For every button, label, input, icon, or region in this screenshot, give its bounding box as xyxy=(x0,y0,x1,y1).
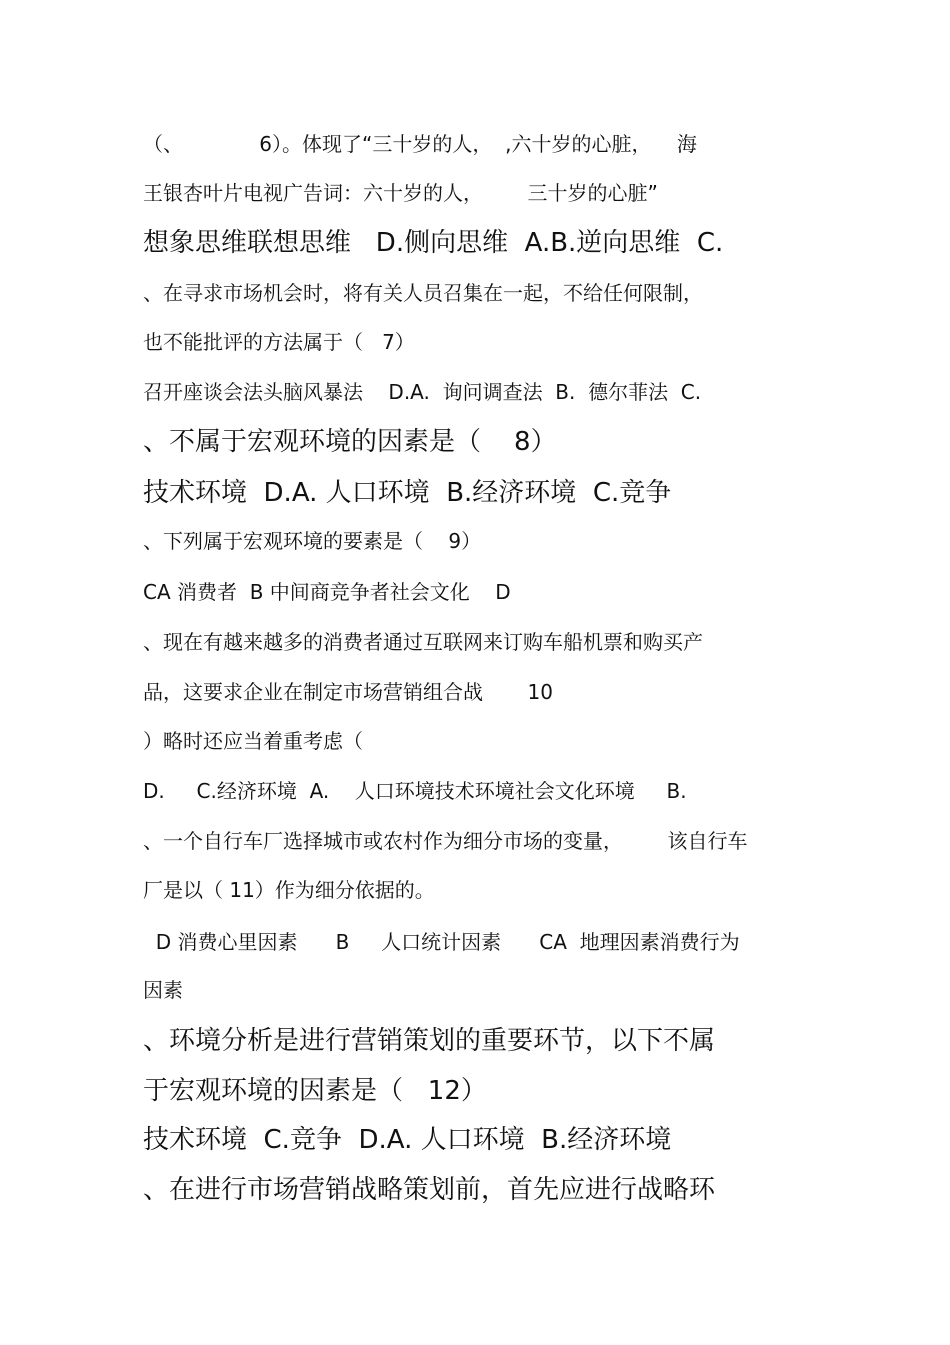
text-line: 、不属于宏观环境的因素是（ 8） xyxy=(143,427,557,457)
text-line: 、下列属于宏观环境的要素是（ 9） xyxy=(143,529,482,553)
text-line: D. C.经济环境 A. 人口环境技术环境社会文化环境 B. xyxy=(143,779,687,803)
text-line: 厂是以（ 11）作为细分依据的。 xyxy=(143,878,435,902)
text-line: CA 消费者 B 中间商竞争者社会文化 D xyxy=(143,580,511,604)
text-line: 技术环境 D.A. 人口环境 B.经济环境 C.竞争 xyxy=(143,478,672,508)
text-line: 品，这要求企业在制定市场营销组合战 10 xyxy=(143,680,553,704)
text-line: ）略时还应当着重考虑（ xyxy=(143,729,363,753)
text-line: 想象思维联想思维 D.侧向思维 A.B.逆向思维 C. xyxy=(143,228,724,258)
text-line: 、一个自行车厂选择城市或农村作为细分市场的变量， 该自行车 xyxy=(143,829,748,853)
text-line: （、 6）。体现了“三十岁的人， ,六十岁的心脏， 海 xyxy=(143,132,697,156)
text-line: D 消费心里因素 B 人口统计因素 CA 地理因素消费行为 xyxy=(143,930,740,954)
text-line: 、在寻求市场机会时，将有关人员召集在一起，不给任何限制， xyxy=(143,281,703,305)
text-line: 于宏观环境的因素是（ 12） xyxy=(143,1076,487,1106)
text-line: 也不能批评的方法属于（ 7） xyxy=(143,330,415,354)
text-line: 、环境分析是进行营销策划的重要环节，以下不属 xyxy=(143,1026,716,1056)
text-line: 因素 xyxy=(143,978,183,1002)
text-line: 王银杏叶片电视广告词：六十岁的人， 三十岁的心脏” xyxy=(143,181,658,205)
text-line: 、在进行市场营销战略策划前，首先应进行战略环 xyxy=(143,1175,716,1205)
text-line: 、现在有越来越多的消费者通过互联网来订购车船机票和购买产 xyxy=(143,630,703,654)
text-line: 召开座谈会法头脑风暴法 D.A. 询问调查法 B. 德尔菲法 C. xyxy=(143,380,702,404)
text-line: 技术环境 C.竞争 D.A. 人口环境 B.经济环境 xyxy=(143,1125,672,1155)
